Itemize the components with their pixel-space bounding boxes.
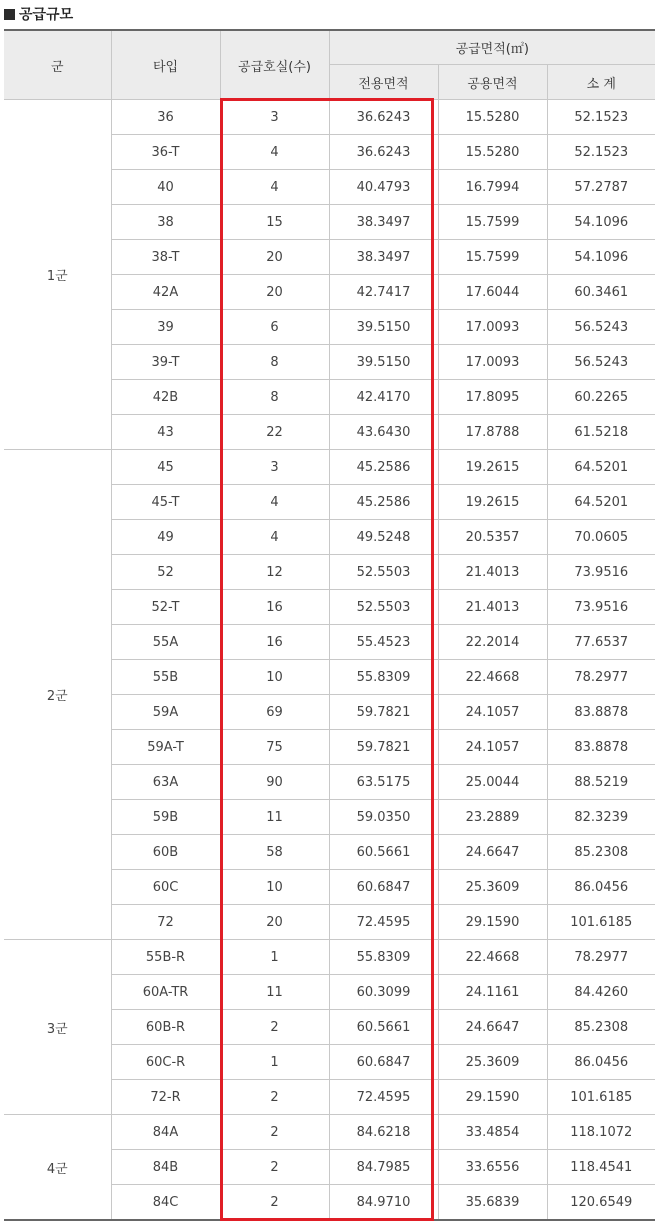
type-cell: 39-T <box>111 345 220 380</box>
subtotal-cell: 78.2977 <box>547 660 655 695</box>
exclusive-area-cell: 52.5503 <box>329 555 438 590</box>
units-cell: 16 <box>220 590 329 625</box>
subtotal-cell: 77.6537 <box>547 625 655 660</box>
common-area-cell: 22.4668 <box>438 660 547 695</box>
subtotal-cell: 101.6185 <box>547 905 655 940</box>
header-units: 공급호실(수) <box>220 30 329 100</box>
units-cell: 69 <box>220 695 329 730</box>
table-header <box>4 30 655 100</box>
units-cell: 3 <box>220 450 329 485</box>
subtotal-cell: 118.1072 <box>547 1115 655 1150</box>
header-common-area: 공용면적 <box>438 65 547 100</box>
common-area-cell: 24.6647 <box>438 835 547 870</box>
units-cell: 10 <box>220 660 329 695</box>
units-cell: 58 <box>220 835 329 870</box>
subtotal-cell: 52.1523 <box>547 100 655 135</box>
subtotal-cell: 84.4260 <box>547 975 655 1010</box>
subtotal-cell: 57.2787 <box>547 170 655 205</box>
units-cell: 20 <box>220 240 329 275</box>
type-cell: 42B <box>111 380 220 415</box>
subtotal-cell: 61.5218 <box>547 415 655 450</box>
exclusive-area-cell: 49.5248 <box>329 520 438 555</box>
subtotal-cell: 118.4541 <box>547 1150 655 1185</box>
type-cell: 42A <box>111 275 220 310</box>
subtotal-cell: 54.1096 <box>547 240 655 275</box>
exclusive-area-cell: 55.4523 <box>329 625 438 660</box>
common-area-cell: 22.2014 <box>438 625 547 660</box>
subtotal-cell: 85.2308 <box>547 835 655 870</box>
units-cell: 4 <box>220 520 329 555</box>
common-area-cell: 33.4854 <box>438 1115 547 1150</box>
common-area-cell: 24.1057 <box>438 695 547 730</box>
table-row <box>4 940 655 975</box>
common-area-cell: 35.6839 <box>438 1185 547 1221</box>
subtotal-cell: 70.0605 <box>547 520 655 555</box>
subtotal-cell: 52.1523 <box>547 135 655 170</box>
common-area-cell: 17.8788 <box>438 415 547 450</box>
units-cell: 8 <box>220 380 329 415</box>
exclusive-area-cell: 59.7821 <box>329 695 438 730</box>
common-area-cell: 25.0044 <box>438 765 547 800</box>
type-cell: 55B <box>111 660 220 695</box>
common-area-cell: 24.1161 <box>438 975 547 1010</box>
common-area-cell: 33.6556 <box>438 1150 547 1185</box>
exclusive-area-cell: 40.4793 <box>329 170 438 205</box>
type-cell: 43 <box>111 415 220 450</box>
units-cell: 2 <box>220 1010 329 1045</box>
type-cell: 55B-R <box>111 940 220 975</box>
type-cell: 84A <box>111 1115 220 1150</box>
units-cell: 2 <box>220 1115 329 1150</box>
exclusive-area-cell: 60.3099 <box>329 975 438 1010</box>
type-cell: 72 <box>111 905 220 940</box>
exclusive-area-cell: 36.6243 <box>329 135 438 170</box>
exclusive-area-cell: 84.6218 <box>329 1115 438 1150</box>
group-cell: 4군 <box>4 1115 111 1221</box>
exclusive-area-cell: 55.8309 <box>329 660 438 695</box>
exclusive-area-cell: 36.6243 <box>329 100 438 135</box>
common-area-cell: 15.5280 <box>438 135 547 170</box>
exclusive-area-cell: 60.6847 <box>329 870 438 905</box>
exclusive-area-cell: 45.2586 <box>329 450 438 485</box>
common-area-cell: 17.0093 <box>438 345 547 380</box>
common-area-cell: 15.7599 <box>438 205 547 240</box>
common-area-cell: 29.1590 <box>438 1080 547 1115</box>
common-area-cell: 19.2615 <box>438 485 547 520</box>
type-cell: 60C <box>111 870 220 905</box>
exclusive-area-cell: 55.8309 <box>329 940 438 975</box>
group-cell: 1군 <box>4 100 111 450</box>
units-cell: 6 <box>220 310 329 345</box>
exclusive-area-cell: 38.3497 <box>329 205 438 240</box>
units-cell: 22 <box>220 415 329 450</box>
table-row <box>4 1115 655 1150</box>
subtotal-cell: 64.5201 <box>547 450 655 485</box>
type-cell: 40 <box>111 170 220 205</box>
subtotal-cell: 54.1096 <box>547 205 655 240</box>
type-cell: 60B <box>111 835 220 870</box>
units-cell: 4 <box>220 485 329 520</box>
type-cell: 72-R <box>111 1080 220 1115</box>
exclusive-area-cell: 59.0350 <box>329 800 438 835</box>
type-cell: 38-T <box>111 240 220 275</box>
common-area-cell: 21.4013 <box>438 590 547 625</box>
exclusive-area-cell: 39.5150 <box>329 310 438 345</box>
type-cell: 60A-TR <box>111 975 220 1010</box>
units-cell: 1 <box>220 940 329 975</box>
subtotal-cell: 86.0456 <box>547 870 655 905</box>
units-cell: 12 <box>220 555 329 590</box>
subtotal-cell: 83.8878 <box>547 695 655 730</box>
subtotal-cell: 56.5243 <box>547 310 655 345</box>
units-cell: 11 <box>220 975 329 1010</box>
subtotal-cell: 101.6185 <box>547 1080 655 1115</box>
type-cell: 84C <box>111 1185 220 1221</box>
header-area: 공급면적(㎡) <box>329 30 655 65</box>
common-area-cell: 19.2615 <box>438 450 547 485</box>
exclusive-area-cell: 59.7821 <box>329 730 438 765</box>
subtotal-cell: 86.0456 <box>547 1045 655 1080</box>
common-area-cell: 23.2889 <box>438 800 547 835</box>
subtotal-cell: 56.5243 <box>547 345 655 380</box>
units-cell: 4 <box>220 170 329 205</box>
common-area-cell: 15.5280 <box>438 100 547 135</box>
exclusive-area-cell: 42.7417 <box>329 275 438 310</box>
type-cell: 63A <box>111 765 220 800</box>
units-cell: 11 <box>220 800 329 835</box>
exclusive-area-cell: 84.9710 <box>329 1185 438 1221</box>
common-area-cell: 22.4668 <box>438 940 547 975</box>
type-cell: 60B-R <box>111 1010 220 1045</box>
exclusive-area-cell: 45.2586 <box>329 485 438 520</box>
type-cell: 60C-R <box>111 1045 220 1080</box>
units-cell: 90 <box>220 765 329 800</box>
type-cell: 38 <box>111 205 220 240</box>
subtotal-cell: 120.6549 <box>547 1185 655 1221</box>
common-area-cell: 25.3609 <box>438 870 547 905</box>
common-area-cell: 15.7599 <box>438 240 547 275</box>
type-cell: 39 <box>111 310 220 345</box>
table-row <box>4 450 655 485</box>
units-cell: 10 <box>220 870 329 905</box>
section-title-text: 공급규모 <box>19 7 74 23</box>
square-bullet-icon <box>4 9 15 20</box>
units-cell: 3 <box>220 100 329 135</box>
subtotal-cell: 60.3461 <box>547 275 655 310</box>
subtotal-cell: 78.2977 <box>547 940 655 975</box>
exclusive-area-cell: 52.5503 <box>329 590 438 625</box>
table-row <box>4 100 655 135</box>
common-area-cell: 20.5357 <box>438 520 547 555</box>
header-subtotal: 소 계 <box>547 65 655 100</box>
exclusive-area-cell: 43.6430 <box>329 415 438 450</box>
common-area-cell: 17.0093 <box>438 310 547 345</box>
section-title <box>4 4 73 24</box>
common-area-cell: 29.1590 <box>438 905 547 940</box>
common-area-cell: 25.3609 <box>438 1045 547 1080</box>
group-cell: 3군 <box>4 940 111 1115</box>
units-cell: 8 <box>220 345 329 380</box>
units-cell: 4 <box>220 135 329 170</box>
units-cell: 1 <box>220 1045 329 1080</box>
subtotal-cell: 60.2265 <box>547 380 655 415</box>
units-cell: 20 <box>220 275 329 310</box>
exclusive-area-cell: 60.6847 <box>329 1045 438 1080</box>
common-area-cell: 24.1057 <box>438 730 547 765</box>
units-cell: 75 <box>220 730 329 765</box>
exclusive-area-cell: 72.4595 <box>329 1080 438 1115</box>
type-cell: 59A <box>111 695 220 730</box>
units-cell: 2 <box>220 1080 329 1115</box>
subtotal-cell: 83.8878 <box>547 730 655 765</box>
type-cell: 49 <box>111 520 220 555</box>
type-cell: 59B <box>111 800 220 835</box>
exclusive-area-cell: 39.5150 <box>329 345 438 380</box>
type-cell: 45-T <box>111 485 220 520</box>
type-cell: 52-T <box>111 590 220 625</box>
common-area-cell: 24.6647 <box>438 1010 547 1045</box>
units-cell: 15 <box>220 205 329 240</box>
common-area-cell: 21.4013 <box>438 555 547 590</box>
type-cell: 59A-T <box>111 730 220 765</box>
type-cell: 55A <box>111 625 220 660</box>
exclusive-area-cell: 38.3497 <box>329 240 438 275</box>
exclusive-area-cell: 42.4170 <box>329 380 438 415</box>
subtotal-cell: 85.2308 <box>547 1010 655 1045</box>
subtotal-cell: 73.9516 <box>547 590 655 625</box>
table-body <box>4 100 655 1221</box>
exclusive-area-cell: 60.5661 <box>329 835 438 870</box>
supply-table <box>4 29 655 1221</box>
units-cell: 16 <box>220 625 329 660</box>
type-cell: 52 <box>111 555 220 590</box>
group-cell: 2군 <box>4 450 111 940</box>
type-cell: 36-T <box>111 135 220 170</box>
units-cell: 2 <box>220 1185 329 1221</box>
header-group: 군 <box>4 30 111 100</box>
type-cell: 84B <box>111 1150 220 1185</box>
exclusive-area-cell: 63.5175 <box>329 765 438 800</box>
subtotal-cell: 82.3239 <box>547 800 655 835</box>
units-cell: 2 <box>220 1150 329 1185</box>
subtotal-cell: 73.9516 <box>547 555 655 590</box>
common-area-cell: 17.8095 <box>438 380 547 415</box>
type-cell: 45 <box>111 450 220 485</box>
units-cell: 20 <box>220 905 329 940</box>
common-area-cell: 17.6044 <box>438 275 547 310</box>
header-type: 타입 <box>111 30 220 100</box>
header-exclusive-area: 전용면적 <box>329 65 438 100</box>
exclusive-area-cell: 60.5661 <box>329 1010 438 1045</box>
type-cell: 36 <box>111 100 220 135</box>
common-area-cell: 16.7994 <box>438 170 547 205</box>
subtotal-cell: 64.5201 <box>547 485 655 520</box>
exclusive-area-cell: 84.7985 <box>329 1150 438 1185</box>
exclusive-area-cell: 72.4595 <box>329 905 438 940</box>
subtotal-cell: 88.5219 <box>547 765 655 800</box>
